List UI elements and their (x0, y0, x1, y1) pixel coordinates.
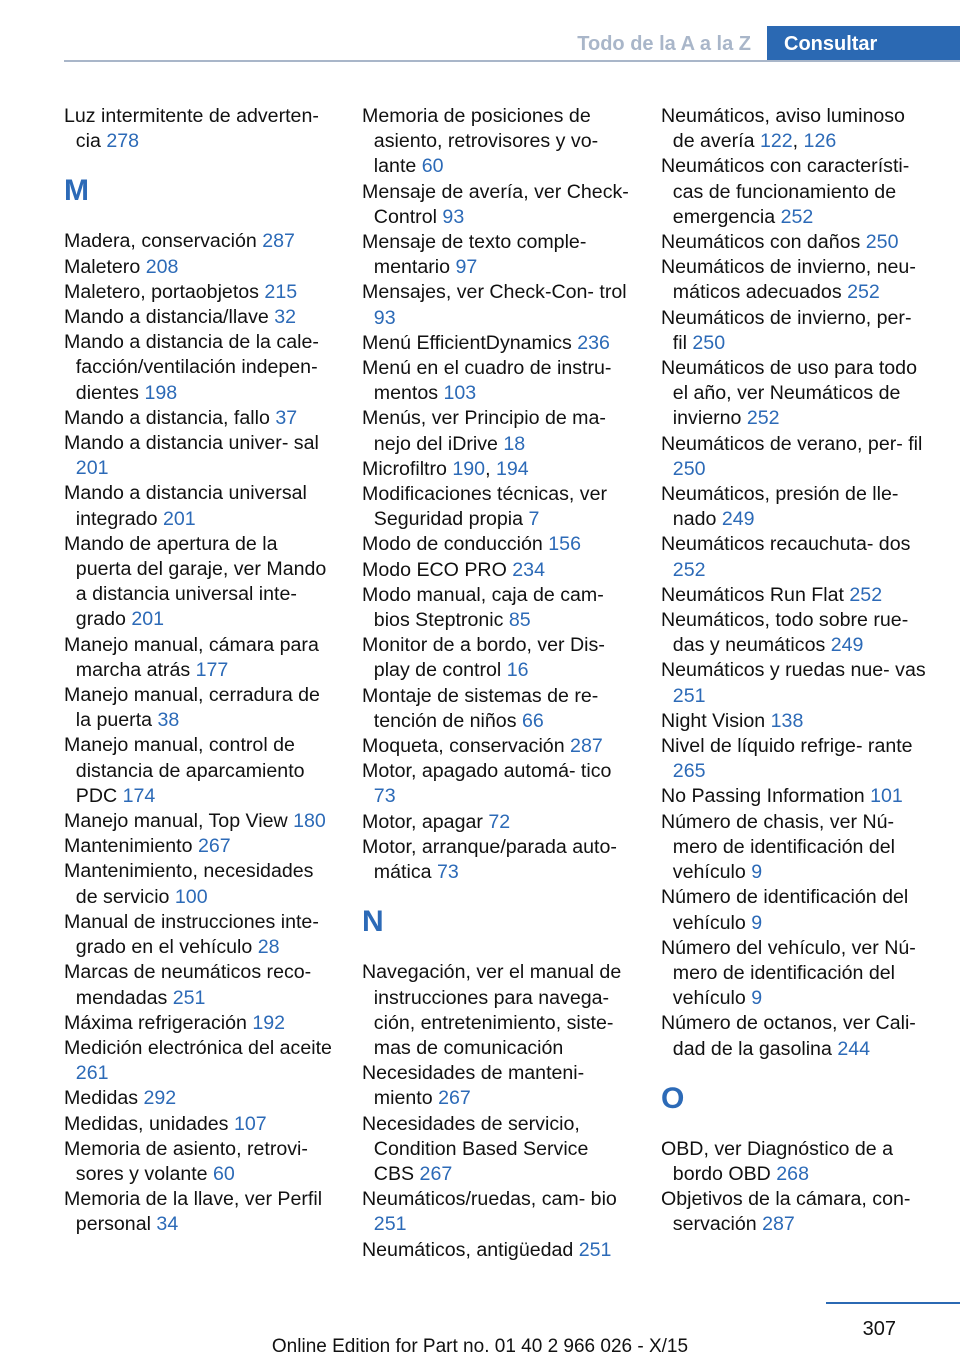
index-entry-text: Montaje de sistemas de re- tención de niños (362, 684, 599, 732)
index-entry (661, 784, 929, 809)
index-page-link[interactable]: 32 (274, 306, 297, 329)
index-page-link[interactable]: 251 (373, 1213, 407, 1236)
header-tabs (561, 26, 960, 62)
index-entry-text: Manejo manual, Top View (64, 810, 288, 833)
index-entry (661, 810, 929, 886)
index-entry-text: Monitor de a bordo, ver Dis- play de control (362, 634, 605, 682)
index-page-link[interactable]: 97 (455, 256, 478, 279)
index-entry (661, 885, 929, 935)
index-entry (64, 1011, 332, 1036)
index-page-link[interactable]: 261 (75, 1062, 109, 1085)
index-page-link[interactable]: 60 (421, 155, 444, 178)
index-entry (362, 1238, 630, 1263)
index-column-1 (64, 104, 332, 1238)
index-page-link[interactable]: 34 (156, 1213, 179, 1236)
index-entry: Microfiltro 190, 194 (362, 457, 529, 480)
index-entry (64, 683, 332, 733)
index-entry (64, 305, 332, 330)
index-page-link[interactable]: 192 (252, 1011, 286, 1034)
index-entry-text: Modo ECO PRO (362, 558, 507, 581)
index-entry-text: Mantenimiento (64, 835, 193, 858)
index-entry-text: Neumáticos y ruedas nue- vas (661, 659, 926, 682)
index-entry (362, 104, 630, 180)
index-page-link[interactable]: 287 (570, 735, 603, 758)
index-entry-text: Menú en el cuadro de instru- mentos (362, 357, 612, 405)
index-entry-text: Manual de instrucciones inte- grado en el vehículo (64, 910, 319, 959)
index-page-link[interactable]: 252 (847, 281, 880, 304)
index-entry-text: Memoria de posiciones de asiento, retrovisores y vo- lante (362, 105, 599, 178)
index-page-link[interactable]: 249 (721, 508, 755, 531)
index-page-link[interactable]: 180 (293, 810, 326, 833)
index-page-link[interactable]: 93 (442, 205, 465, 228)
index-entry (362, 734, 630, 759)
index-page-link[interactable]: 9 (751, 861, 763, 884)
index-page-link[interactable]: 234 (512, 558, 545, 581)
index-entry-text: Neumáticos con daños (661, 231, 861, 254)
index-entry-text: Manejo manual, control de distancia de aparcamiento PDC (64, 734, 305, 807)
index-page-link[interactable]: 66 (521, 709, 544, 732)
index-page-link[interactable]: 174 (122, 784, 156, 807)
index-page-link[interactable]: 72 (488, 810, 511, 833)
index-page-link[interactable]: 251 (172, 986, 206, 1009)
index-page-link[interactable]: 287 (262, 230, 295, 253)
index-entry (362, 684, 630, 734)
index-column-3 (661, 104, 929, 1238)
index-page-link[interactable]: 252 (780, 205, 814, 228)
index-entry (64, 1036, 332, 1086)
index-entry-text: Neumáticos con característi- cas de funcionamiento de emergencia (661, 155, 910, 228)
index-entry (64, 104, 332, 154)
index-entry (661, 1011, 929, 1061)
index-entry (362, 1187, 630, 1237)
index-page-link[interactable]: 251 (672, 684, 706, 707)
index-letter-heading: N (362, 905, 384, 939)
index-entry-text: Mando a distancia, fallo (64, 406, 270, 429)
index-entry-text: Objetivos de la cámara, con- servación (661, 1188, 911, 1236)
index-entry-text: Maletero, portaobjetos (64, 280, 259, 303)
index-entry (362, 1112, 630, 1188)
index-entry-text: Modo de conducción (362, 533, 543, 556)
index-entry (362, 482, 630, 532)
index-entry (362, 633, 630, 683)
index-entry (661, 936, 929, 1012)
index-page-link[interactable]: 287 (762, 1213, 795, 1236)
index-column-2 (362, 104, 630, 1263)
index-entry (362, 558, 630, 583)
index-entry (661, 356, 929, 432)
index-entry (64, 1137, 332, 1187)
page-number: 307 (862, 1318, 896, 1340)
index-entry-text: Número de octanos, ver Cali- dad de la gasolina (661, 1012, 916, 1060)
tab-consultar[interactable]: Consultar (767, 26, 960, 62)
index-entry (64, 633, 332, 683)
index-page-link[interactable]: 9 (751, 987, 763, 1010)
index-entry (661, 532, 929, 582)
index-entry (362, 810, 630, 835)
index-entry-text: Madera, conservación (64, 230, 257, 253)
index-page-link[interactable]: 18 (503, 432, 526, 455)
index-entry-text: OBD, ver Diagnóstico de a bordo OBD (661, 1137, 893, 1185)
index-entry-text: Menú EfficientDynamics (362, 331, 572, 354)
index-entry (661, 608, 929, 658)
index-page-link[interactable]: 244 (837, 1037, 871, 1060)
index-entry-text: Medidas (64, 1087, 139, 1110)
index-entry (64, 960, 332, 1010)
index-page-link[interactable]: 138 (770, 709, 804, 732)
index-entry (661, 709, 929, 734)
index-entry (661, 658, 929, 708)
index-entry-text: Microfiltro (362, 457, 447, 480)
index-page-link[interactable]: 177 (195, 658, 229, 681)
index-entry (64, 255, 332, 280)
index-page-link[interactable]: 268 (776, 1162, 809, 1185)
index-page-link[interactable]: 278 (106, 130, 140, 153)
index-page-link[interactable]: 107 (233, 1112, 267, 1135)
index-letter-heading: M (64, 174, 89, 208)
index-entry-text: Necesidades de servicio, Condition Based Service CBS (362, 1112, 589, 1185)
index-page-link[interactable]: 93 (373, 306, 396, 329)
index-entry-text: Mensaje de texto comple- mentario (362, 231, 587, 279)
tab-todo-de-la-a-a-la-z[interactable]: Todo de la A a la Z (577, 33, 751, 55)
index-entry (362, 406, 630, 456)
index-entry-text: Night Vision (661, 709, 766, 732)
index-entry-text: Neumáticos recauchuta- dos (661, 533, 911, 556)
index-entry-text: Menús, ver Principio de ma- nejo del iDrive (362, 407, 606, 455)
index-entry (64, 1187, 332, 1237)
index-page-link[interactable]: 267 (438, 1087, 471, 1110)
index-entry (362, 331, 630, 356)
index-entry-text: Memoria de asiento, retrovi- sores y volante (64, 1137, 308, 1185)
index-entry-text: Manejo manual, cámara para marcha atrás (64, 633, 319, 681)
index-page-link[interactable]: 16 (506, 659, 529, 682)
index-entry-text: Neumáticos de invierno, per- fil (661, 306, 912, 354)
index-entry (64, 330, 332, 406)
index-entry (64, 733, 332, 809)
index-entry (362, 1061, 630, 1111)
index-entry (362, 180, 630, 230)
index-entry-text: Memoria de la llave, ver Perfil personal (64, 1188, 323, 1236)
index-entry-text: Mantenimiento, necesidades de servicio (64, 860, 314, 908)
index-page-link[interactable]: 201 (75, 457, 109, 480)
index-entry-text: Neumáticos de invierno, neu- máticos adecuados (661, 256, 916, 304)
index-page-link[interactable]: 38 (157, 709, 180, 732)
index-entry-text: Neumáticos/ruedas, cam- bio (362, 1188, 617, 1211)
index-entry (64, 809, 332, 834)
index-page-link[interactable]: 208 (145, 255, 179, 278)
index-page-link[interactable]: 126 (803, 130, 837, 153)
index-page-link[interactable]: 252 (849, 583, 883, 606)
footer-rule (826, 1302, 960, 1304)
index-entry-text: Neumáticos de verano, per- fil (661, 432, 923, 455)
index-entry-text: Neumáticos, presión de lle- nado (661, 483, 899, 531)
index-entry (64, 532, 332, 633)
index-entry-text: Mensajes, ver Check-Con- trol (362, 281, 627, 304)
index-entry (64, 280, 332, 305)
index-entry-text: Neumáticos, antigüedad (362, 1238, 574, 1261)
index-entry-text: Motor, apagar (362, 810, 483, 833)
index-entry (362, 835, 630, 885)
index-page-link[interactable]: 122 (759, 130, 793, 153)
index-entry (362, 960, 630, 1061)
index-entry-text: Mando de apertura de la puerta del garaje, ver Mando a distancia universal inte- grado (64, 532, 327, 631)
index-page-link[interactable]: 60 (213, 1162, 235, 1185)
index-letter-heading: O (661, 1081, 685, 1115)
index-entry-text: Necesidades de manteni- miento (362, 1062, 585, 1110)
index-page-link[interactable]: 267 (197, 835, 231, 858)
index-page-link[interactable]: 292 (143, 1087, 177, 1110)
index-entry-text: Máxima refrigeración (64, 1011, 247, 1034)
index-entry (64, 431, 332, 481)
index-entry-text: Mando a distancia universal integrado (64, 482, 307, 530)
index-page-link[interactable]: 249 (830, 634, 864, 657)
index-entry (362, 759, 630, 809)
index-entry (661, 1187, 929, 1237)
index-page-link[interactable]: 28 (257, 936, 280, 959)
index-page-link[interactable]: 194 (495, 457, 529, 480)
index-page-link[interactable]: 73 (436, 861, 459, 884)
index-entry-text: Maletero (64, 255, 141, 278)
index-entry-text: Neumáticos, todo sobre rue- das y neumáticos (661, 609, 909, 657)
index-page-link[interactable]: 37 (275, 406, 298, 429)
index-page-link[interactable]: 9 (751, 911, 763, 934)
index-page-link[interactable]: 265 (672, 760, 706, 783)
index-entry-text: Medidas, unidades (64, 1112, 229, 1135)
index-entry (661, 583, 929, 608)
index-entry (64, 910, 332, 960)
index-entry-text: Luz intermitente de adverten- cia (64, 105, 319, 153)
index-entry-text: Mando a distancia univer- sal (64, 432, 319, 455)
index-entry-text: Neumáticos de uso para todo el año, ver Neumáticos de invierno (661, 357, 917, 430)
header-rule (64, 60, 960, 62)
index-page-link[interactable]: 156 (548, 533, 581, 556)
index-entry-text: Medición electrónica del aceite (64, 1036, 332, 1059)
index-page-link[interactable]: 100 (174, 885, 208, 908)
index-page-link[interactable]: 250 (865, 231, 899, 254)
index-entry (362, 583, 630, 633)
index-entry (362, 356, 630, 406)
index-entry (64, 481, 332, 531)
index-entry-text: Mando a distancia de la cale- facción/ventilación indepen- dientes (64, 331, 319, 404)
index-entry-text: Nivel de líquido refrige- rante (661, 735, 913, 758)
index-entry-text: Moqueta, conservación (362, 735, 565, 758)
index-entry (64, 1086, 332, 1111)
index-entry-text: Neumáticos, aviso luminoso de avería (661, 105, 905, 153)
index-page-link[interactable]: 215 (264, 280, 298, 303)
index-entry (661, 432, 929, 482)
index-page-link[interactable]: 201 (131, 608, 165, 631)
index-page-link[interactable]: 267 (419, 1162, 453, 1185)
index-page-link[interactable]: 101 (870, 785, 903, 808)
index-page-link[interactable]: 73 (373, 785, 396, 808)
index-entry (661, 306, 929, 356)
index-entry (64, 834, 332, 859)
index-entry-text: Marcas de neumáticos reco- mendadas (64, 961, 312, 1009)
index-entry: Neumáticos, aviso luminoso de avería 122, 126 (661, 105, 905, 153)
index-entry-text: Mensaje de avería, ver Check-Control (362, 180, 629, 228)
index-entry (661, 154, 929, 230)
index-entry (661, 255, 929, 305)
index-entry (64, 229, 332, 254)
index-page-link[interactable]: 190 (452, 457, 486, 480)
index-entry (661, 1137, 929, 1187)
index-entry-text: Mando a distancia/llave (64, 306, 269, 329)
index-page-link[interactable]: 103 (443, 382, 477, 405)
index-entry-text: No Passing Information (661, 785, 865, 808)
index-page-link[interactable]: 252 (672, 558, 706, 581)
index-page-link[interactable]: 236 (577, 331, 610, 354)
index-page-link[interactable]: 250 (692, 331, 726, 354)
index-entry-text: Modificaciones técnicas, ver Seguridad propia (362, 483, 608, 531)
index-entry-text: Número de chasis, ver Nú- mero de identificación del vehículo (661, 810, 895, 884)
index-entry (362, 230, 630, 280)
index-entry-text: Navegación, ver el manual de instrucciones para navega- ción, entretenimiento, siste- mas de comunicación (362, 961, 622, 1059)
index-entry (661, 734, 929, 784)
index-page-link[interactable]: 85 (508, 609, 531, 632)
index-entry (64, 1112, 332, 1137)
index-entry (661, 482, 929, 532)
index-entry (362, 532, 630, 557)
index-entry-text: Modo manual, caja de cam- bios Steptronic (362, 583, 604, 632)
index-page-link[interactable]: 250 (672, 457, 706, 480)
index-entry (64, 406, 332, 431)
index-entry-text: Motor, apagado automá- tico (362, 760, 612, 783)
index-page-link[interactable]: 251 (578, 1238, 612, 1261)
footer-edition-text: Online Edition for Part no. 01 40 2 966 026 - X/15 (271, 1336, 689, 1357)
index-entry (362, 280, 630, 330)
index-entry-text: Manejo manual, cerradura de la puerta (64, 684, 320, 732)
index-entry-text: Número de identificación del vehículo (661, 886, 909, 934)
index-page-link[interactable]: 7 (528, 508, 540, 531)
index-page-link[interactable]: 201 (162, 507, 196, 530)
index-page-link[interactable]: 252 (746, 407, 780, 430)
index-entry (64, 859, 332, 909)
index-entry-text: Número del vehículo, ver Nú- mero de identificación del vehículo (661, 936, 916, 1010)
index-entry-text: Neumáticos Run Flat (661, 583, 844, 606)
index-entry-text: Motor, arranque/parada auto- mática (362, 835, 617, 884)
index-entry (661, 230, 929, 255)
index-page-link[interactable]: 198 (144, 381, 178, 404)
